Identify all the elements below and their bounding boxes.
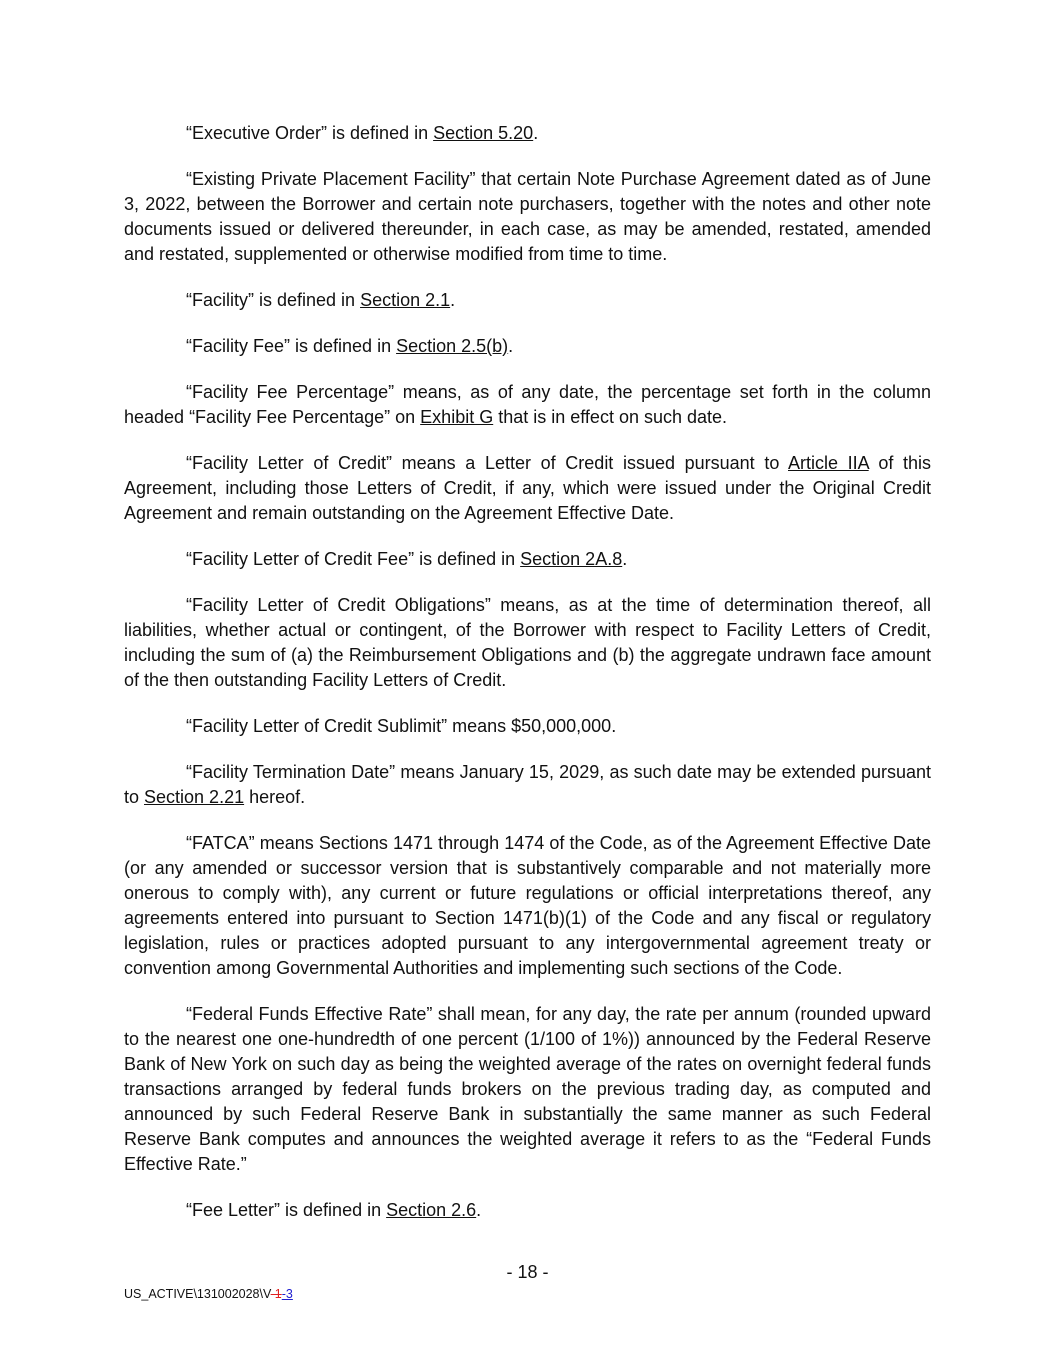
paragraph-text: hereof. (244, 787, 306, 807)
definition-paragraph (124, 121, 931, 146)
cross-reference-link[interactable]: Section 5.20 (433, 123, 534, 143)
definition-paragraph (124, 714, 931, 739)
paragraph-text: . (476, 1200, 482, 1220)
cross-reference-link[interactable]: Section 2.6 (386, 1200, 477, 1220)
cross-reference-link[interactable]: Article IIA (788, 453, 869, 473)
cross-reference-link[interactable]: Section 2A.8 (520, 549, 623, 569)
cross-reference-link[interactable]: Exhibit G (420, 407, 494, 427)
paragraph-text: “FATCA” means Sections 1471 through 1474 of the Code, as of the Agreement Effective Date (or any amended or successor version that is substantively comparable and not materially more onerous to comply with), any current or future regulations or official interpretations thereof, any agreements entered into pursuant to Section 1471(b)(1) of the Code and any fiscal or regulatory legislation, rules or practices adopted pursuant to any intergovernmental agreement treaty or convention among Governmental Authorities and implementing such sections of the Code. (124, 833, 931, 978)
cross-reference-link[interactable]: Section 2.1 (360, 290, 451, 310)
inserted-version: -3 (281, 1287, 293, 1301)
paragraph-text: . (450, 290, 456, 310)
paragraph-text: . (508, 336, 514, 356)
paragraph-text: “Facility Letter of Credit” means a Letter of Credit issued pursuant to (186, 453, 788, 473)
page-number: - 18 - (506, 1262, 549, 1282)
definition-paragraph (124, 451, 931, 526)
definition-paragraph (124, 1198, 931, 1223)
paragraph-text: “Facility Letter of Credit Sublimit” means $50,000,000. (186, 716, 617, 736)
definition-paragraph (124, 288, 931, 313)
definition-paragraph (124, 1002, 931, 1177)
paragraph-text: “Fee Letter” is defined in (186, 1200, 387, 1220)
paragraph-text: of this Agreement, including those Letters of Credit, if any, which were issued under the Original Credit Agreement and remain outstanding on the Agreement Effective Date. (124, 453, 931, 523)
paragraph-text: “Facility Fee Percentage” means, as of any date, the percentage set forth in the column headed “Facility Fee Percentage” on (124, 382, 931, 427)
definition-paragraph (124, 831, 931, 981)
definition-paragraph (124, 167, 931, 267)
doc-id: US_ACTIVE\131002028\V (124, 1287, 271, 1301)
deleted-version: -1 (270, 1287, 282, 1301)
paragraph-text: “Facility Fee” is defined in (186, 336, 397, 356)
definition-paragraph (124, 380, 931, 430)
paragraph-text: that is in effect on such date. (493, 407, 728, 427)
paragraph-text: “Executive Order” is defined in (186, 123, 434, 143)
paragraph-text: “Facility Termination Date” means January 15, 2029, as such date may be extended pursuant to (124, 762, 931, 807)
paragraph-text: “Existing Private Placement Facility” that certain Note Purchase Agreement dated as of June 3, 2022, between the Borrower and certain note purchasers, together with the notes and other note documents issued or delivered thereunder, in each case, as may be amended, restated, amended and restated, supplemented or otherwise modified from time to time. (124, 169, 931, 264)
paragraph-text: . (622, 549, 628, 569)
cross-reference-link[interactable]: Section 2.21 (144, 787, 245, 807)
definition-paragraph (124, 547, 931, 572)
paragraph-text: “Facility Letter of Credit Fee” is defined in (186, 549, 521, 569)
document-footer-id (124, 1287, 293, 1301)
definition-paragraph (124, 334, 931, 359)
document-body (124, 121, 931, 1244)
paragraph-text: “Federal Funds Effective Rate” shall mean, for any day, the rate per annum (rounded upward to the nearest one one-hundredth of one percent (1/100 of 1%)) announced by the Federal Reserve Bank of New York on such day as being the weighted average of the rates on overnight federal funds transactions arranged by federal funds brokers on the previous trading day, as computed and announced by such Federal Reserve Bank in substantially the same manner as such Federal Reserve Bank computes and announces the weighted average it refers to as the “Federal Funds Effective Rate.” (124, 1004, 931, 1174)
paragraph-text: “Facility” is defined in (186, 290, 361, 310)
definition-paragraph (124, 593, 931, 693)
paragraph-text: “Facility Letter of Credit Obligations” means, as at the time of determination thereof, all liabilities, whether actual or contingent, of the Borrower with respect to Facility Letters of Credit, including the sum of (a) the Reimbursement Obligations and (b) the aggregate undrawn face amount of the then outstanding Facility Letters of Credit. (124, 595, 931, 690)
definition-paragraph (124, 760, 931, 810)
paragraph-text: . (533, 123, 539, 143)
cross-reference-link[interactable]: Section 2.5(b) (396, 336, 509, 356)
